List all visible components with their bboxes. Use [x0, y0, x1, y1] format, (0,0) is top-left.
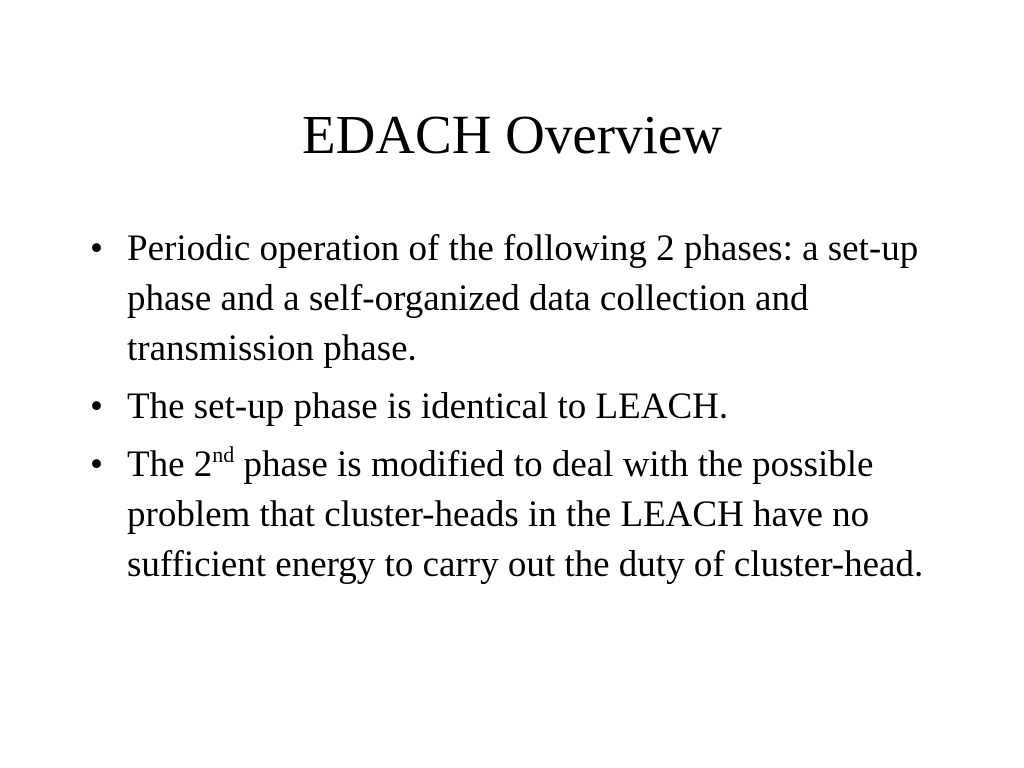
ordinal-superscript: nd — [212, 442, 235, 467]
bullet-text-before: The 2 — [127, 444, 213, 485]
bullet-text: The set-up phase is identical to LEACH. — [127, 386, 729, 427]
bullet-text-after: phase is modified to deal with the possible problem that cluster-heads in the LEACH have no sufficient energy to carry out the duty of cluster-head. — [127, 444, 924, 585]
bullet-marker: • — [90, 444, 103, 485]
bullet-marker: • — [90, 228, 103, 269]
slide-title: EDACH Overview — [301, 104, 723, 165]
bullet-item — [90, 440, 970, 590]
bullet-text: Periodic operation of the following 2 phases: a set-up phase and a self-organized data collection and transmission phase. — [127, 228, 919, 369]
bullet-item — [90, 224, 970, 374]
bullet-list — [90, 224, 970, 598]
bullet-marker: • — [90, 386, 103, 427]
bullet-item — [90, 382, 970, 432]
